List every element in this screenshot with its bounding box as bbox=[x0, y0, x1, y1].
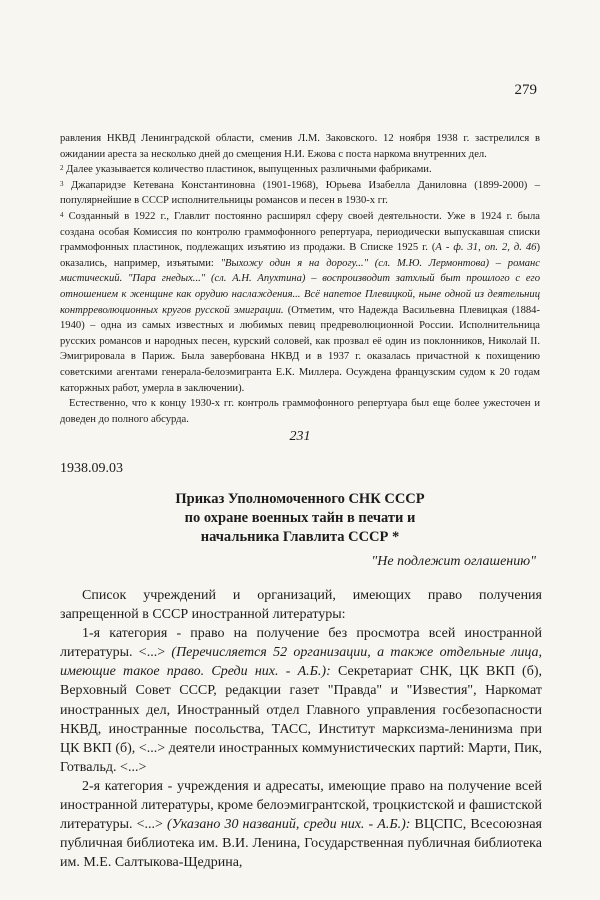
paragraph-3-text-c: ВЦСПС, Всесоюзная публичная библиотека им. В.И. Ленина, Государственная публичная библиотека им. М.Е. Салтыкова-Щедрина, bbox=[60, 817, 542, 871]
document-body bbox=[60, 586, 542, 872]
title-line-3: начальника Главлита СССР * bbox=[200, 529, 400, 545]
footnote-2-marker: 2 bbox=[60, 164, 64, 173]
paragraph-2-text-a: 1-я категория - право на получение без просмотра всей иностранной литературы. <...> bbox=[60, 626, 542, 661]
title-line-1: Приказ Уполномоченного СНК СССР bbox=[175, 491, 425, 507]
body-paragraph-3 bbox=[60, 777, 542, 872]
document-date: 1938.09.03 bbox=[60, 461, 123, 476]
footnote-4-text-c: ) оказались, например, изъятыми: bbox=[60, 242, 540, 269]
footnote-4-closing: Естественно, что к концу 1930-х гг. контроль граммофонного репертуара был еще более ужесточен и доведен до полного абсурда. bbox=[60, 398, 540, 425]
footnote-4-archive-ref: А - ф. 31, оп. 2, д. 46 bbox=[435, 242, 537, 254]
footnote-4-text-a: Созданный в 1922 г., Главлит постоянно расширял сферу своей деятельности. Уже в 1924 г. была создана особая Комиссия по контролю граммофонного репертуара, периодически выпускавшая списки граммофонных пластинок, подлежащих изъятию из продажи. В Списке 1925 г. ( bbox=[60, 210, 540, 254]
paragraph-2-text-c: Секретариат СНК, ЦК ВКП (б), Верховный Совет СССР, редакции газет "Правда" и "Известия", Наркомат иностранных дел, Иностранный отдел Главного управления госбезопасности НКВД, иностранные посольства, ТАСС, Институт марксизма-ленинизма при ЦК ВКП (б), <...> деятели иностранных коммунистических партий: Марти, Пик, Готвальд. <...> bbox=[60, 664, 543, 775]
footnote-4-quoted-list: "Выхожу один я на дорогу..." (сл. М.Ю. Лермонтова) – романс мистический. "Пара гнедых..." (сл. А.Н. Апухтина) – воспроизводит затхлый быт прошлого с его отношением к женщине как орудию наслаждения... Всё напетое Плевицкой, ныне одной из деятельниц контрреволюционных кругов русской эмиграции. bbox=[60, 257, 540, 316]
footnote-2-text: Далее указывается количество пластинок, выпущенных различными фабриками. bbox=[66, 164, 432, 176]
footnote-3-marker: 3 bbox=[60, 179, 64, 188]
footnote-4-text-e: (Отметим, что Надежда Васильевна Плевицкая (1884-1940) – одна из самых известных и любимых певиц предреволюционной России. Исполнительница русских романсов и народных песен, курский соловей, как прозвал её один из поклонников, Николай II. Эмигрировала в Париж. Была завербована НКВД и в 1937 г. оказалась причастной к похищению советскими агентами генерала-белоэмигранта Е.К. Миллера. Осуждена французским судом к 20 годам каторжных работ, умерла в заключении). bbox=[60, 304, 540, 394]
paragraph-3-text-a: 2-я категория - учреждения и адресаты, имеющие право на получение всей иностранной литературы, кроме белоэмигрантской, троцкистской и фашистской литературы. <...> bbox=[60, 778, 542, 833]
body-paragraph-1: Список учреждений и организаций, имеющих право получения запрещенной в СССР иностранной литературы: bbox=[60, 588, 542, 623]
title-line-2: по охране военных тайн в печати и bbox=[184, 510, 416, 526]
body-paragraph-2 bbox=[60, 624, 542, 777]
secrecy-stamp: "Не подлежит оглашению" bbox=[371, 554, 536, 569]
footnote-3-text: Джапаридзе Кетевана Константиновна (1901-1968), Юрьева Изабелла Даниловна (1899-2000) – популярнейшие в СССР исполнительницы романсов и песен в 1930-х гг. bbox=[60, 179, 540, 207]
footnote-4 bbox=[60, 209, 540, 396]
paragraph-3-editor-note: (Указано 30 названий, среди них. - А.Б.): bbox=[167, 817, 411, 833]
footnote-4-marker: 4 bbox=[60, 210, 64, 219]
page-number: 279 bbox=[514, 82, 537, 98]
document-number: 231 bbox=[289, 429, 311, 444]
paragraph-2-editor-note: (Перечисляется 52 организации, а также отдельные лица, имеющие такое право. Среди них. - А.Б.): bbox=[60, 645, 542, 680]
footnote-continuation: равления НКВД Ленинградской области, сменив Л.М. Заковского. 12 ноября 1938 г. застрелился в ожидании ареста за несколько дней до смещения Н.И. Ежова с поста наркома внутренних дел. bbox=[60, 133, 540, 160]
footnote-2 bbox=[60, 162, 540, 178]
footnotes bbox=[60, 131, 540, 427]
document-title bbox=[0, 490, 600, 547]
footnote-3 bbox=[60, 178, 540, 209]
